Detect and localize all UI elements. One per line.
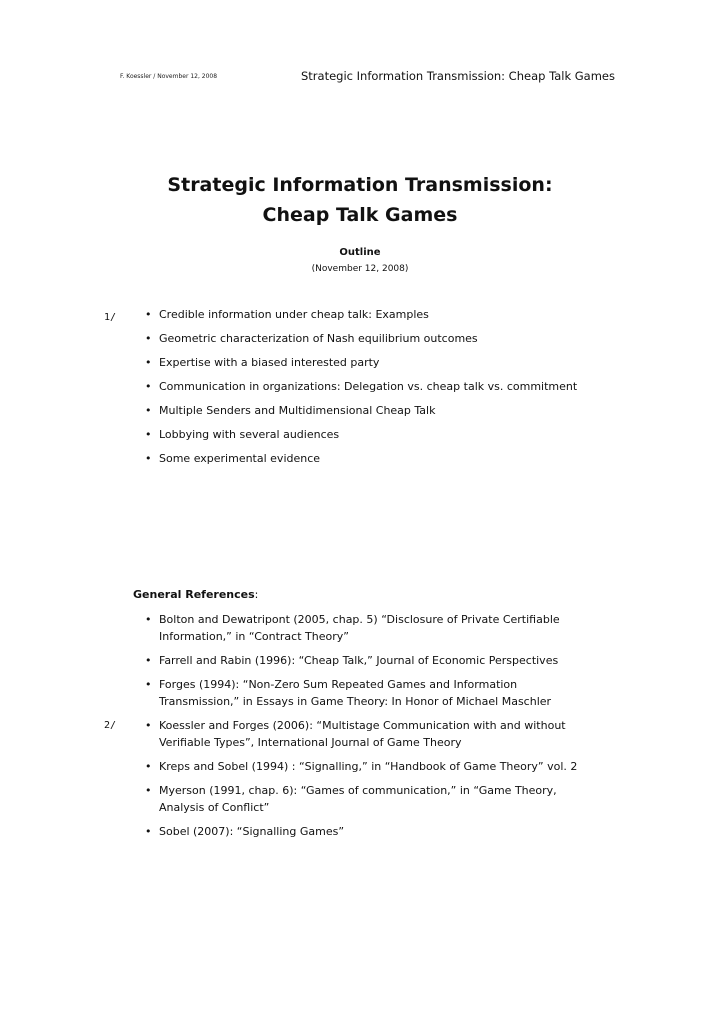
bullet-icon: •: [145, 404, 152, 417]
bullet-icon: •: [145, 654, 152, 667]
outline-label: Outline: [339, 247, 381, 258]
outline-bullet-list: [143, 306, 623, 474]
page-title-line-2: Cheap Talk Games: [262, 204, 458, 226]
page-title-line-1: Strategic Information Transmission:: [167, 174, 553, 196]
references-list: [143, 611, 623, 847]
bullet-icon: •: [145, 784, 152, 797]
slide-number-2: 2/: [104, 720, 117, 731]
list-item: • Credible information under cheap talk: Examples: [145, 308, 429, 321]
bullet-icon: •: [145, 719, 152, 732]
bullet-icon: •: [145, 760, 152, 773]
list-item: • Geometric characterization of Nash equilibrium outcomes: [145, 332, 478, 345]
list-item: • Forges (1994): “Non-Zero Sum Repeated Games and Information Transmission,” in Essays in Game Theory: In Honor of Michael Maschler: [145, 678, 552, 708]
list-item: • Myerson (1991, chap. 6): “Games of communication,” in “Game Theory, Analysis of Conflict”: [145, 784, 557, 814]
bullet-icon: •: [145, 332, 152, 345]
bullet-icon: •: [145, 452, 152, 465]
header-author-date: F. Koessler / November 12, 2008: [120, 73, 218, 80]
bullet-icon: •: [145, 613, 152, 626]
references-heading: General References:: [133, 588, 259, 601]
list-item: • Kreps and Sobel (1994) : “Signalling,” in “Handbook of Game Theory” vol. 2: [145, 760, 578, 773]
list-item: • Farrell and Rabin (1996): “Cheap Talk,” Journal of Economic Perspectives: [145, 654, 559, 667]
bullet-icon: •: [145, 308, 152, 321]
slide-number-1: 1/: [104, 312, 117, 323]
list-item: • Communication in organizations: Delegation vs. cheap talk vs. commitment: [145, 380, 578, 393]
list-item: • Koessler and Forges (2006): “Multistage Communication with and without Verifiable Types”, International Journal of Game Theory: [145, 719, 566, 749]
list-item: • Lobbying with several audiences: [145, 428, 340, 441]
list-item: • Some experimental evidence: [145, 452, 321, 465]
list-item: • Bolton and Dewatripont (2005, chap. 5) “Disclosure of Private Certifiable Information,” in “Contract Theory”: [145, 613, 560, 643]
bullet-icon: •: [145, 428, 152, 441]
bullet-icon: •: [145, 356, 152, 369]
header-running-title: Strategic Information Transmission: Cheap Talk Games: [301, 69, 615, 83]
list-item: • Sobel (2007): “Signalling Games”: [145, 825, 345, 838]
list-item: • Multiple Senders and Multidimensional Cheap Talk: [145, 404, 436, 417]
bullet-icon: •: [145, 380, 152, 393]
list-item: • Expertise with a biased interested party: [145, 356, 380, 369]
outline-date: (November 12, 2008): [311, 264, 409, 274]
bullet-icon: •: [145, 825, 152, 838]
bullet-icon: •: [145, 678, 152, 691]
